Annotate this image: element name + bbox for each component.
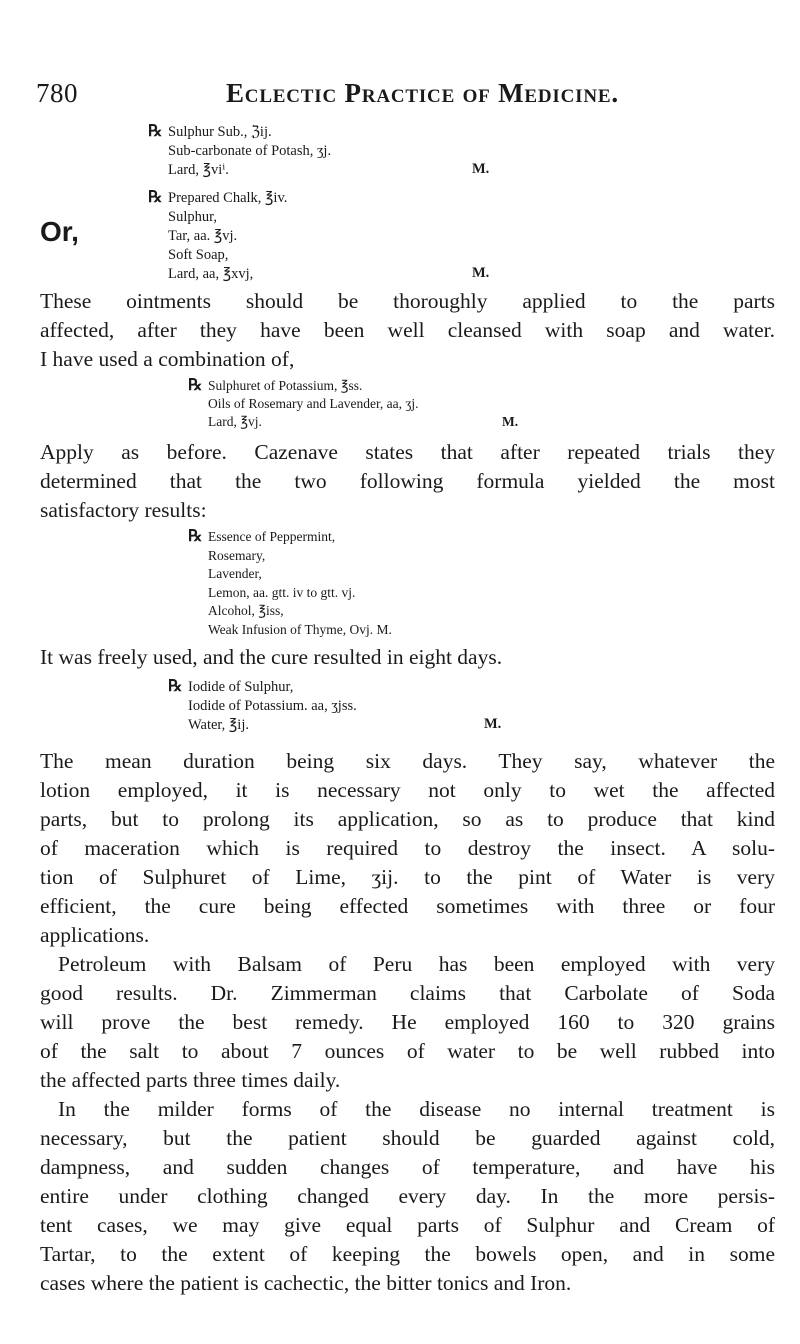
text-line: satisfactory results: [40, 498, 207, 522]
text-line: Petroleum with Balsam of Peru has been employed with very [58, 952, 775, 976]
paragraph [40, 1095, 775, 1298]
text-line: lotion employed, it is necessary not only to wet the affected [40, 778, 775, 802]
mix-label: M. [472, 265, 490, 281]
prescription-4 [188, 528, 392, 639]
text-line: tent cases, we may give equal parts of Sulphur and Cream of [40, 1213, 775, 1237]
text-line: determined that the two following formula yielded the most [40, 469, 775, 493]
rx-line: Alcohol, ℥iss, [208, 603, 284, 618]
rx-line: Essence of Peppermint, [208, 529, 336, 544]
rx-line: Sulphur Sub., ℨij. [168, 124, 272, 140]
text-line: efficient, the cure being effected sometimes with three or four [40, 894, 775, 918]
prescription-1 [148, 122, 490, 180]
rx-line: Lard, ℥vj. [208, 414, 262, 429]
rx-symbol: ℞ [148, 189, 163, 206]
text-line: good results. Dr. Zimmerman claims that Carbolate of Soda [40, 981, 775, 1005]
text-line: entire under clothing changed every day. In the more persis- [40, 1184, 775, 1208]
rx-line: Water, ℥ij. [188, 717, 249, 733]
prescription-5 [168, 677, 502, 735]
rx-symbol: ℞ [188, 377, 203, 394]
paragraph [40, 643, 775, 672]
rx-line: Prepared Chalk, ℥iv. [168, 190, 288, 206]
text-line: of the salt to about 7 ounces of water to be well rubbed into [40, 1039, 775, 1063]
text-line: dampness, and sudden changes of temperature, and have his [40, 1155, 775, 1179]
running-head: Eclectic Practice of Medicine. [226, 78, 619, 108]
rx-line: Rosemary, [208, 547, 266, 563]
rx-line: Tar, aa. ℥vj. [168, 228, 238, 244]
prescription-3 [188, 377, 519, 431]
paragraph [40, 950, 775, 1095]
rx-line: Weak Infusion of Thyme, Ovj. M. [208, 621, 392, 637]
text-line: parts, but to prolong its application, so as to produce that kind [40, 807, 775, 831]
rx-line: Iodide of Sulphur, [188, 679, 294, 695]
page-header [36, 78, 776, 118]
text-line: I have used a combination of, [40, 347, 295, 371]
mix-label: M. [502, 414, 519, 429]
rx-line: Sulphur, [168, 209, 217, 225]
paragraph [40, 747, 775, 950]
rx-line: Lemon, aa. gtt. iv to gtt. vj. [208, 584, 356, 600]
text-line: cases where the patient is cachectic, the bitter tonics and Iron. [40, 1271, 572, 1295]
mix-label: M. [484, 716, 502, 732]
page-number: 780 [36, 78, 78, 108]
or-label: Or, [40, 216, 79, 247]
text-line: These ointments should be thoroughly applied to the parts [40, 289, 775, 313]
rx-symbol: ℞ [168, 678, 183, 695]
text-line: will prove the best remedy. He employed 160 to 320 grains [40, 1010, 775, 1034]
text-line: affected, after they have been well cleansed with soap and water. [40, 318, 775, 342]
rx-line: Sub-carbonate of Potash, ʒj. [168, 143, 332, 159]
prescription-2 [148, 188, 490, 284]
rx-line: Lard, ℥viⁱ. [168, 162, 229, 178]
rx-line: Sulphuret of Potassium, ℥ss. [208, 378, 363, 393]
text-line: the affected parts three times daily. [40, 1068, 341, 1092]
rx-line: Iodide of Potassium. aa, ʒjss. [188, 698, 357, 714]
paragraph [40, 287, 775, 374]
mix-label: M. [472, 161, 490, 177]
paragraph [40, 438, 775, 525]
text-line: Tartar, to the extent of keeping the bowels open, and in some [40, 1242, 775, 1266]
text-line: It was freely used, and the cure resulted in eight days. [40, 645, 503, 669]
text-line: of maceration which is required to destroy the insect. A solu- [40, 836, 775, 860]
text-line: tion of Sulphuret of Lime, ʒij. to the pint of Water is very [40, 865, 775, 889]
rx-line: Lavender, [208, 566, 262, 581]
rx-line: Lard, aa, ℥xvj, [168, 266, 254, 282]
text-line: Apply as before. Cazenave states that after repeated trials they [40, 440, 775, 464]
text-line: The mean duration being six days. They say, whatever the [40, 749, 775, 773]
text-line: necessary, but the patient should be guarded against cold, [40, 1126, 775, 1150]
text-line: In the milder forms of the disease no internal treatment is [58, 1097, 775, 1121]
rx-symbol: ℞ [148, 123, 163, 140]
text-line: applications. [40, 923, 150, 947]
rx-line: Soft Soap, [168, 247, 229, 263]
rx-line: Oils of Rosemary and Lavender, aa, ʒj. [208, 396, 419, 411]
rx-symbol: ℞ [188, 528, 203, 545]
